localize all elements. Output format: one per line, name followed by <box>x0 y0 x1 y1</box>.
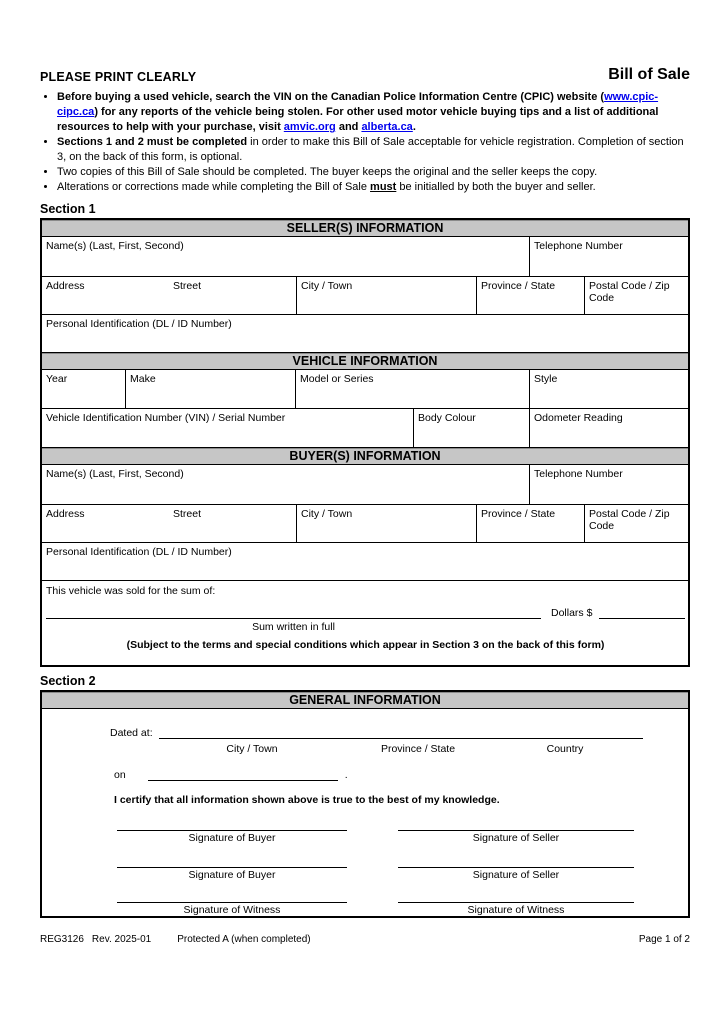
seller-id-row <box>42 315 688 353</box>
buyer-city-cell: City / Town <box>297 505 477 542</box>
vehicle-odometer-cell: Odometer Reading <box>534 412 623 424</box>
protected-a-label: Protected A (when completed) <box>177 934 311 945</box>
buyer-signature-line-1 <box>117 830 347 831</box>
sum-lines <box>46 606 685 619</box>
vehicle-model-cell: Model or Series <box>296 370 530 408</box>
buyer-name-row <box>42 465 688 505</box>
seller-personal-id-cell: Personal Identification (DL / ID Number) <box>46 318 232 330</box>
buyer-street-label: Street <box>173 508 202 520</box>
instructions-list <box>40 90 690 195</box>
witness-signature-line-right <box>398 902 634 903</box>
vehicle-body-colour-cell: Body Colour <box>414 409 530 447</box>
vehicle-row-1 <box>42 370 688 409</box>
buyer-personal-id-cell: Personal Identification (DL / ID Number) <box>46 546 232 558</box>
seller-address-row <box>42 277 688 315</box>
buyer-province-cell: Province / State <box>477 505 585 542</box>
dated-at-line <box>159 725 643 739</box>
section1-table <box>40 218 690 667</box>
page-title: Bill of Sale <box>608 66 690 83</box>
buyer-address-cell: Address Street <box>42 505 297 542</box>
seller-signature-line-2 <box>398 867 634 868</box>
instruction-alterations: • Alterations or corrections made while completing the Bill of Sale must be initialled by both the buyer and seller. <box>57 180 690 195</box>
vehicle-year-cell: Year <box>42 370 126 408</box>
form-page <box>40 0 690 945</box>
seller-information-header: SELLER(S) INFORMATION <box>42 220 688 237</box>
seller-name-cell: Name(s) (Last, First, Second) <box>42 237 530 276</box>
page-header <box>40 66 690 84</box>
vehicle-row-2 <box>42 409 688 448</box>
dated-city-label: City / Town <box>226 743 278 755</box>
seller-province-cell: Province / State <box>477 277 585 314</box>
dated-province-label: Province / State <box>380 743 456 755</box>
section2-table <box>40 690 690 918</box>
form-revision: Rev. 2025-01 <box>91 934 152 945</box>
vehicle-style-cell: Style <box>534 373 558 385</box>
instruction-two-copies: • Two copies of this Bill of Sale should be completed. The buyer keeps the original and the seller keeps the copy. <box>57 165 690 180</box>
general-information-box <box>42 709 688 916</box>
amvic-link[interactable]: amvic.org <box>283 121 336 133</box>
buyer-information-header: BUYER(S) INFORMATION <box>42 448 688 465</box>
sum-written-caption: Sum written in full <box>252 621 335 633</box>
buyer-signature-2: Signature of Buyer <box>117 867 347 881</box>
instruction-cpic: • Before buying a used vehicle, search the VIN on the Canadian Police Information Centre (CPIC) website (www.cpic-cipc.ca) for any reports of the vehicle being stolen. For other used motor vehicle buying tips and a list of additional resources to help with your purchase, visit amvic.org and alberta.ca. <box>57 90 690 135</box>
buyer-address-row <box>42 505 688 543</box>
seller-telephone-cell: Telephone Number <box>534 240 623 252</box>
buyer-signature-1: Signature of Buyer <box>117 830 347 844</box>
buyer-postal-cell: Postal Code / Zip Code <box>589 508 670 532</box>
seller-signature-line-1 <box>398 830 634 831</box>
section1-heading: Section 1 <box>40 202 96 216</box>
dated-at-label: Dated at: <box>110 727 153 739</box>
seller-signature-2: Signature of Seller <box>398 867 634 881</box>
instruction-sections-required: • Sections 1 and 2 must be completed in order to make this Bill of Sale acceptable for vehicle registration. Completion of section 3, on the back of this form, is optional. <box>57 135 690 165</box>
buyer-signature-line-2 <box>117 867 347 868</box>
cpic-link[interactable]: www.cpic-cipc.ca <box>57 91 659 118</box>
seller-postal-cell: Postal Code / Zip Code <box>589 280 670 304</box>
seller-address-cell: Address Street <box>42 277 297 314</box>
seller-city-cell: City / Town <box>297 277 477 314</box>
dated-on-row <box>114 767 348 781</box>
seller-street-label: Street <box>173 280 202 292</box>
dollars-label: Dollars $ <box>551 607 593 619</box>
vehicle-vin-cell: Vehicle Identification Number (VIN) / Serial Number <box>42 409 414 447</box>
witness-signature-line-left <box>117 902 347 903</box>
witness-signature-left: Signature of Witness <box>117 902 347 916</box>
alberta-link[interactable]: alberta.ca <box>361 121 413 133</box>
sale-sum-row <box>42 581 688 665</box>
dated-country-label: Country <box>546 743 584 755</box>
vehicle-make-cell: Make <box>126 370 296 408</box>
seller-name-row <box>42 237 688 277</box>
signature-row-2 <box>42 867 688 881</box>
dollar-amount-line <box>599 606 685 619</box>
witness-signature-right: Signature of Witness <box>398 902 634 916</box>
sold-for-label: This vehicle was sold for the sum of: <box>46 585 216 597</box>
buyer-telephone-cell: Telephone Number <box>534 468 623 480</box>
dated-at-sublabels <box>42 743 688 755</box>
signature-row-3 <box>42 902 688 916</box>
dated-at-row <box>110 725 643 739</box>
certify-statement: I certify that all information shown above is true to the best of my knowledge. <box>114 794 500 806</box>
print-clearly-label: PLEASE PRINT CLEARLY <box>40 70 197 84</box>
form-number: REG3126 <box>40 934 84 945</box>
subject-terms-note: (Subject to the terms and special conditions which appear in Section 3 on the back of this form) <box>126 639 605 651</box>
buyer-id-row <box>42 543 688 581</box>
period-label: . <box>344 769 348 781</box>
signature-row-1 <box>42 830 688 844</box>
page-footer <box>40 934 690 945</box>
buyer-name-cell: Name(s) (Last, First, Second) <box>42 465 530 504</box>
general-information-header: GENERAL INFORMATION <box>42 692 688 709</box>
page-number: Page 1 of 2 <box>638 934 690 945</box>
seller-signature-1: Signature of Seller <box>398 830 634 844</box>
sum-written-line <box>46 606 541 619</box>
on-label: on <box>114 769 126 781</box>
vehicle-information-header: VEHICLE INFORMATION <box>42 353 688 370</box>
date-line <box>148 767 338 781</box>
section2-heading: Section 2 <box>40 674 96 688</box>
